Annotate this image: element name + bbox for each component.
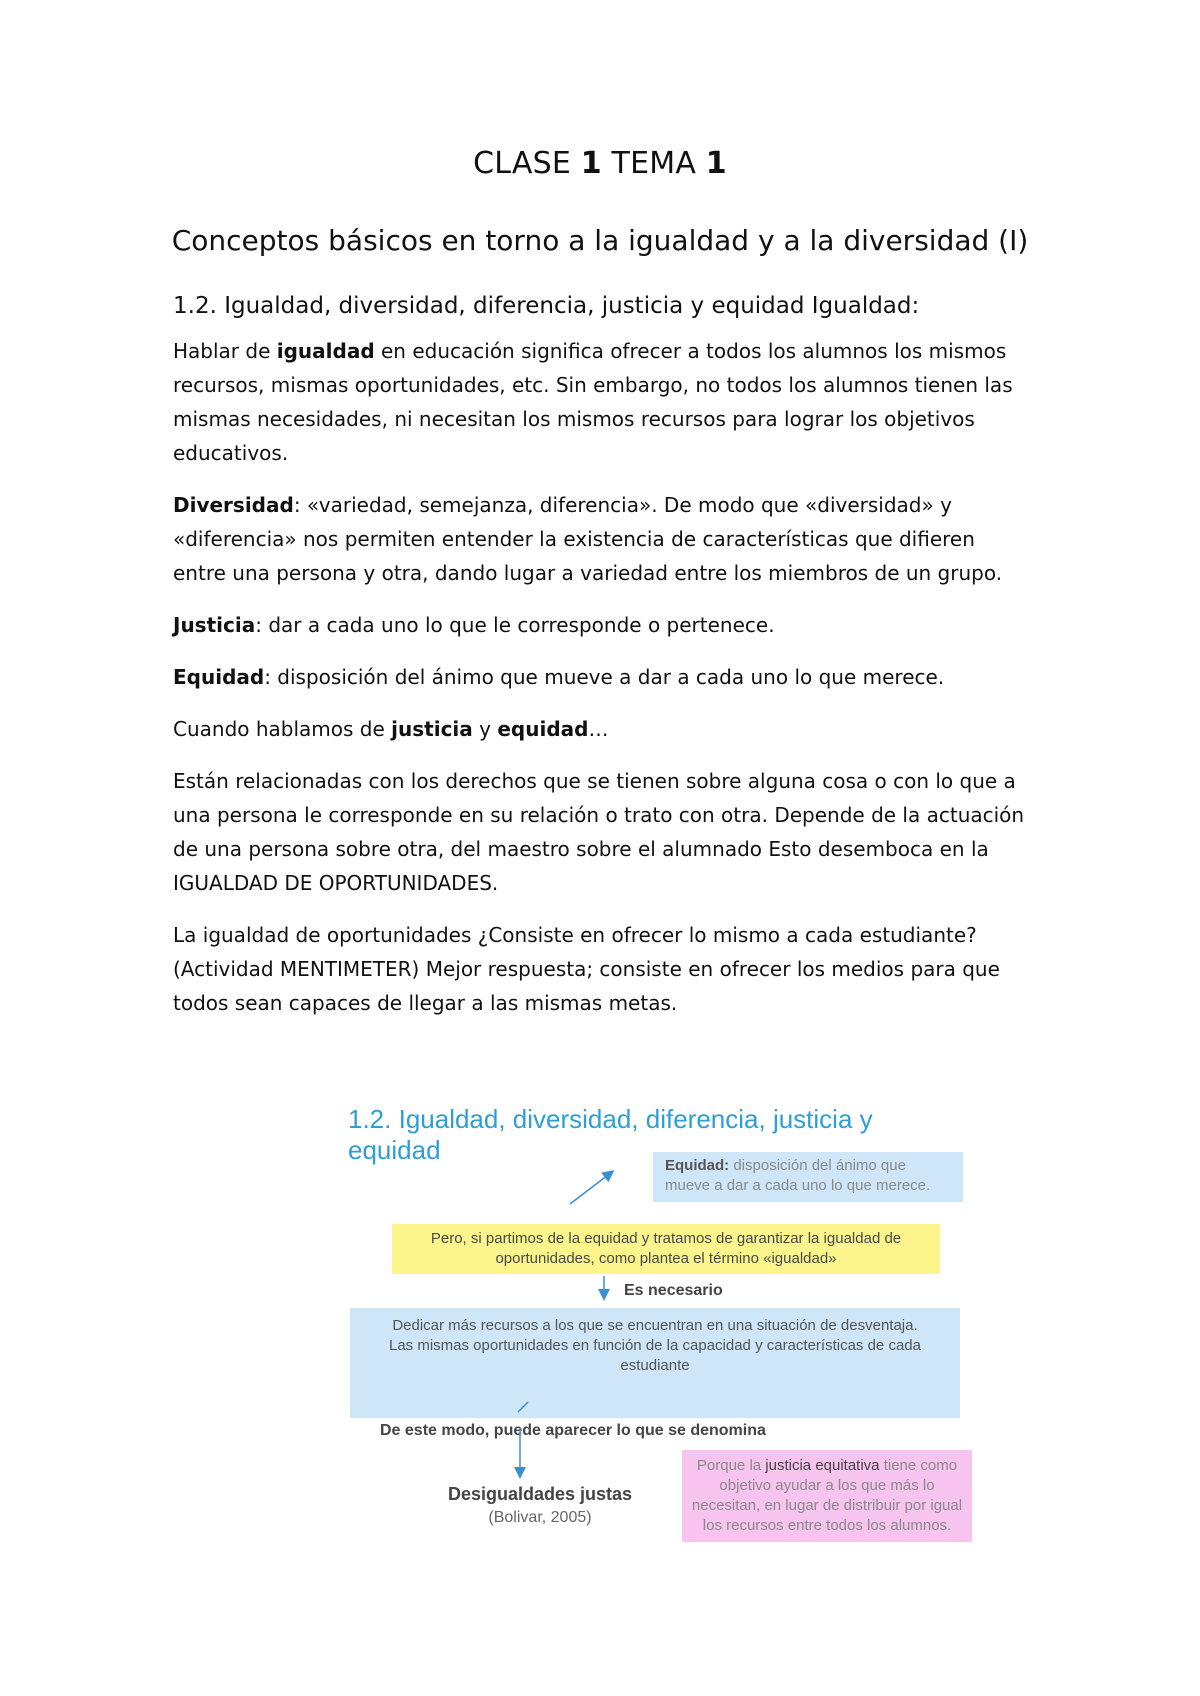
- diagram-arrows: [340, 1100, 980, 1540]
- page-title: CLASE 1 TEMA 1: [473, 146, 727, 181]
- conclusion-citation: (Bolivar, 2005): [488, 1509, 592, 1526]
- paragraph-igualdad-oportunidades: La igualdad de oportunidades ¿Consiste en ofrecer lo mismo a cada estudiante? (Actividad MENTIMETER) Mejor respuesta; consiste en ofrecer los medios para que todos sean capaces de llegar a las mismas metas.: [173, 923, 1000, 1015]
- paragraph-diversidad: Diversidad: «variedad, semejanza, diferencia». De modo que «diversidad» y «diferencia» nos permiten entender la existencia de características que difieren entre una persona y otra, dando lugar a variedad entre los miembros de un grupo.: [173, 493, 1003, 585]
- paragraph-cuando-hablamos: Cuando hablamos de justicia y equidad…: [173, 717, 609, 741]
- diagram-title: 1.2. Igualdad, diversidad, diferencia, justicia y equidad: [348, 1104, 873, 1165]
- concept-diagram: [340, 1100, 980, 1540]
- equidad-box: Equidad: disposición del ánimo que mueve a dar a cada uno lo que merece.: [653, 1152, 963, 1202]
- es-necesario-label: Es necesario: [624, 1282, 723, 1299]
- arrow-to-equidad: [570, 1172, 612, 1204]
- paragraph-relacionadas: Están relacionadas con los derechos que se tienen sobre alguna cosa o con lo que a una persona le corresponde en su relación o trato con otra. Depende de la actuación de una persona sobre otra, del maestro sobre el alumnado Esto desemboca en la IGUALDAD DE OPORTUNIDADES.: [173, 769, 1025, 895]
- pink-note-box: Porque la justicia equitativa tiene como objetivo ayudar a los que más lo necesitan, en lugar de distribuir por igual los recursos entre todos los alumnos.: [682, 1450, 972, 1542]
- body-text: [173, 334, 1033, 1038]
- paragraph-equidad: Equidad: disposición del ánimo que mueve a dar a cada uno lo que merece.: [173, 665, 945, 689]
- necesario-line-2: Las mismas oportunidades en función de la capacidad y características de cada estudiante: [389, 1337, 921, 1374]
- paragraph-igualdad: Hablar de igualdad en educación significa ofrecer a todos los alumnos los mismos recursos, mismas oportunidades, etc. Sin embargo, no todos los alumnos tienen las mismas necesidades, ni necesitan los mismos recursos para lograr los objetivos educativos.: [173, 339, 1013, 465]
- paragraph-justicia: Justicia: dar a cada uno lo que le corresponde o pertenece.: [173, 613, 775, 637]
- section-heading: 1.2. Igualdad, diversidad, diferencia, justicia y equidad Igualdad:: [173, 293, 920, 319]
- de-este-modo-label: De este modo, puede aparecer lo que se denomina: [380, 1422, 766, 1439]
- page-subtitle: Conceptos básicos en torno a la igualdad y a la diversidad (I): [171, 224, 1029, 257]
- necesario-line-1: Dedicar más recursos a los que se encuentran en una situación de desventaja.: [392, 1317, 918, 1334]
- conclusion-title: Desigualdades justas: [447, 1484, 633, 1504]
- arrow-blue-box: [518, 1402, 528, 1412]
- yellow-note-box: Pero, si partimos de la equidad y tratamos de garantizar la igualdad de oportunidades, como plantea el término «igualdad»: [392, 1224, 940, 1274]
